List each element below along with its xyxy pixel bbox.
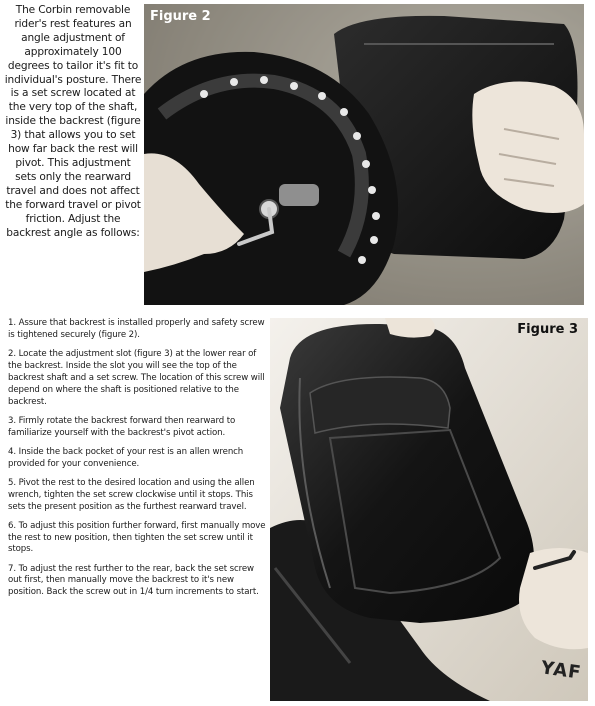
step-item: 5. Pivot the rest to the desired location and using the allen wrench, tighten the set screw clockwise until it stops. This sets the present position as the furthest rearward travel. (8, 477, 255, 512)
backrest-rear-illustration (270, 318, 588, 701)
seat-underside-illustration (144, 4, 584, 305)
figure-2-label: Figure 2 (150, 9, 211, 24)
step-item: 1. Assure that backrest is installed properly and safety screw is tightened securely (figure 2). (8, 318, 265, 340)
seat-watermark-text: YAF (540, 657, 584, 684)
figure-2-photo (144, 4, 584, 305)
figure-3-label: Figure 3 (517, 322, 578, 337)
step-item: 6. To adjust this position further forward, first manually move the rest to new position, then tighten the set screw until it stops. (8, 520, 266, 555)
step-item: 2. Locate the adjustment slot (figure 3) at the lower rear of the backrest. Inside the slot you will see the top of the backrest shaft and a set screw. The location of this screw will depend on where the shaft is positioned relative to the backrest. (8, 349, 265, 407)
step-item: 7. To adjust the rest further to the rear, back the set screw out first, then manually move the backrest to it's new position. Back the screw out in 1/4 turn increments to start. (8, 563, 259, 598)
step-item: 4. Inside the back pocket of your rest is an allen wrench provided for your convenience. (8, 446, 244, 469)
step-item: 3. Firmly rotate the backrest forward then rearward to familiarize yourself with the backrest's pivot action. (8, 415, 236, 438)
instruction-steps (8, 318, 266, 606)
intro-paragraph: The Corbin removable rider's rest features an angle adjustment of approximately 100 degrees to tailor it's fit to individual's posture. There is a set screw located at the very top of the shaft, inside the backrest (figure 3) that allows you to set how far back the rest will pivot. This adjustment sets only the rearward travel and does not affect the forward travel or pivot friction. Adjust the backrest angle as follows: (4, 4, 142, 239)
figure-3-photo (270, 318, 588, 701)
